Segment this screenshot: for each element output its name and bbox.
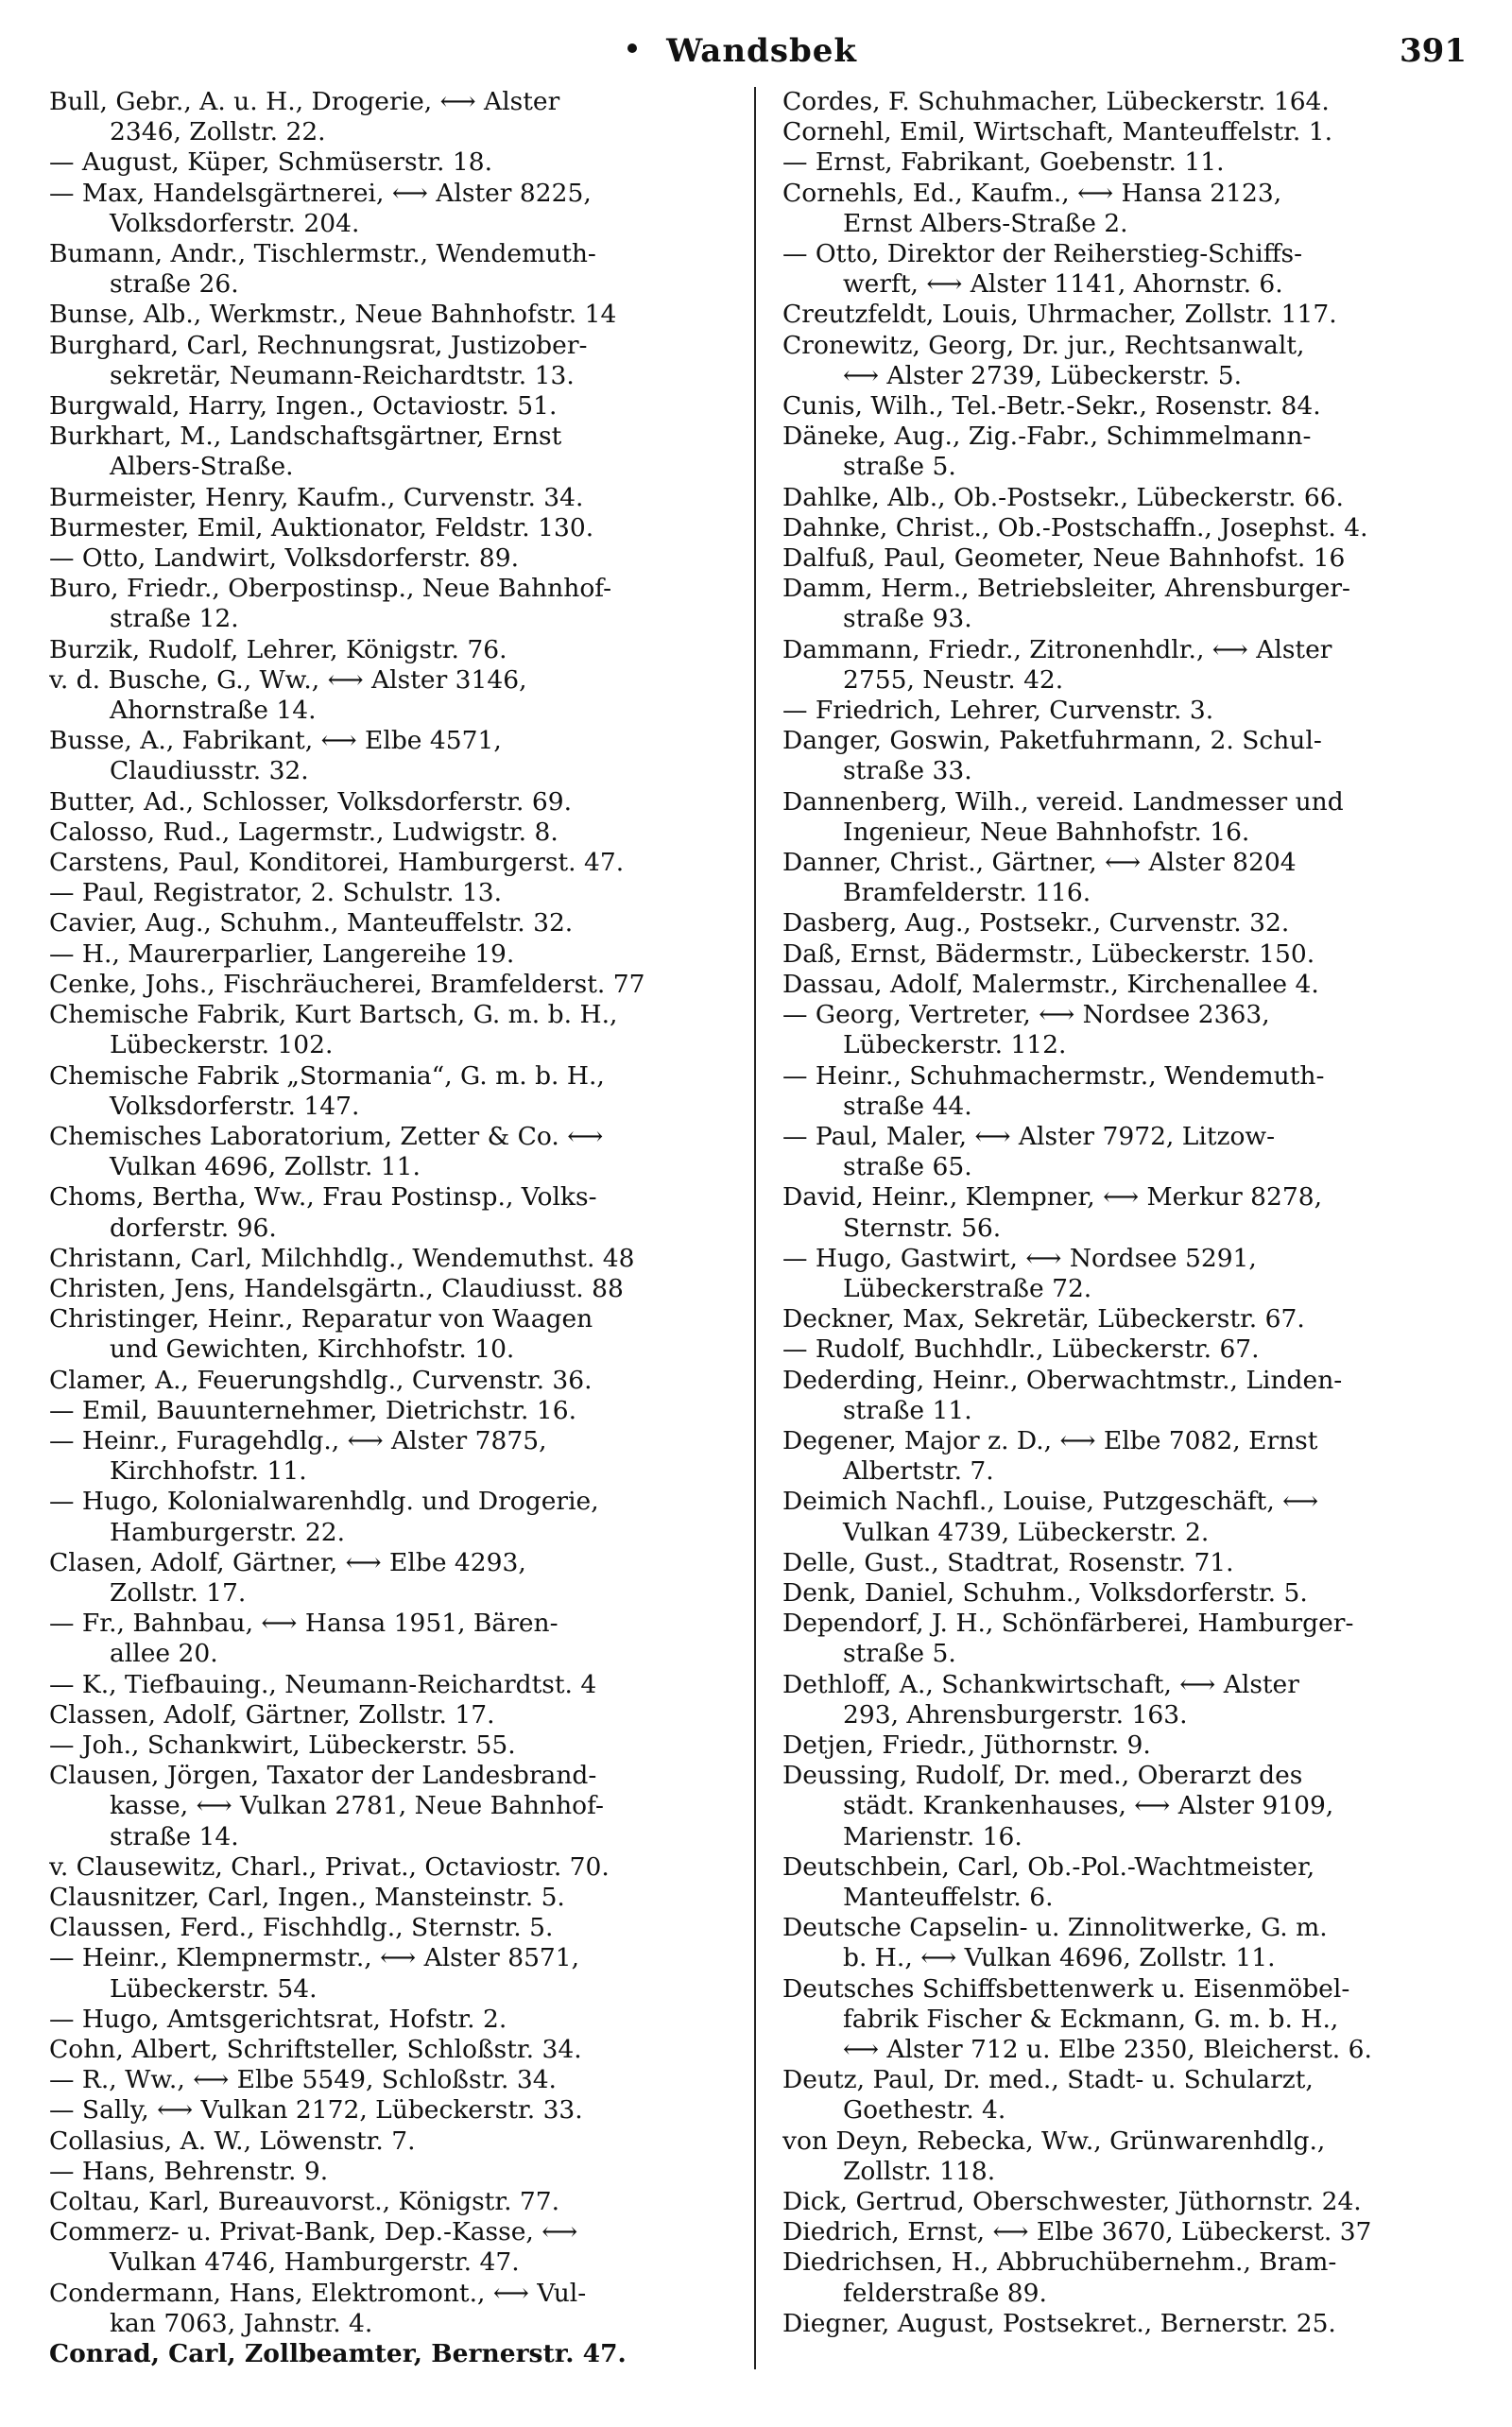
- entry-line: — Fr., Bahnbau, ⟷ Hansa 1951, Bären-: [49, 1609, 558, 1639]
- entry-line: straße 33.: [843, 756, 972, 786]
- entry-line: Delle, Gust., Stadtrat, Rosenstr. 71.: [782, 1547, 1234, 1577]
- entry-line: Damm, Herm., Betriebsleiter, Ahrensburger-: [782, 574, 1350, 604]
- entry-line: Deimich Nachfl., Louise, Putzgeschäft, ⟷: [782, 1487, 1319, 1517]
- entry-line: — Sally, ⟷ Vulkan 2172, Lübeckerstr. 33.: [49, 2095, 583, 2126]
- directory-entry: [782, 1244, 1461, 1304]
- entry-line: straße 14.: [110, 1821, 239, 1851]
- entry-line: Albertstr. 7.: [843, 1456, 994, 1487]
- directory-entry: [782, 1730, 1461, 1761]
- entry-line: Cronewitz, Georg, Dr. jur., Rechtsanwalt,: [782, 330, 1305, 360]
- directory-entry: [782, 2217, 1461, 2247]
- directory-entry: [49, 1761, 728, 1852]
- entry-line: straße 5.: [843, 1639, 956, 1669]
- directory-entry: [782, 1609, 1461, 1669]
- directory-entry: [49, 970, 728, 1000]
- directory-entry: [49, 726, 728, 786]
- directory-entry: [49, 2035, 728, 2065]
- directory-entry: [49, 391, 728, 422]
- entry-line: Creutzfeldt, Louis, Uhrmacher, Zollstr. 117.: [782, 300, 1337, 330]
- entry-line: Däneke, Aug., Zig.-Fabr., Schimmelmann-: [782, 422, 1312, 452]
- directory-entry: [49, 2126, 728, 2157]
- entry-line: Bull, Gebr., A. u. H., Drogerie, ⟷ Alster: [49, 87, 560, 116]
- directory-entry: [49, 665, 728, 726]
- directory-entry: [49, 422, 728, 482]
- entry-line: 2346, Zollstr. 22.: [110, 117, 326, 147]
- entry-line: Bumann, Andr., Tischlermstr., Wendemuth-: [49, 239, 596, 269]
- directory-entry: [782, 1000, 1461, 1060]
- entry-line: Ahornstraße 14.: [110, 696, 317, 726]
- entry-line: Manteuffelstr. 6.: [843, 1882, 1054, 1912]
- entry-line: v. Clausewitz, Charl., Privat., Octaviostr. 70.: [49, 1851, 610, 1882]
- entry-line: und Gewichten, Kirchhofstr. 10.: [110, 1334, 515, 1365]
- entry-line: — H., Maurerparlier, Langereihe 19.: [49, 938, 515, 969]
- entry-line: Lübeckerstraße 72.: [843, 1273, 1092, 1303]
- entry-line: Dammann, Friedr., Zitronenhdlr., ⟷ Alster: [782, 634, 1332, 664]
- entry-line: straße 5.: [843, 452, 956, 482]
- entry-line: — Otto, Landwirt, Volksdorferstr. 89.: [49, 543, 520, 574]
- right-column: [756, 87, 1461, 2369]
- directory-entry: [782, 1304, 1461, 1334]
- entry-line: Cordes, F. Schuhmacher, Lübeckerstr. 164.: [782, 87, 1330, 116]
- directory-entry: [49, 1061, 728, 1122]
- entry-line: Burghard, Carl, Rechnungsrat, Justizober-: [49, 330, 588, 360]
- directory-entry: [49, 1700, 728, 1730]
- directory-entry: [782, 1761, 1461, 1852]
- directory-entry: [49, 1304, 728, 1365]
- entry-line: kan 7063, Jahnstr. 4.: [110, 2308, 373, 2338]
- entry-line: Deutsches Schiffsbettenwerk u. Eisenmöbel-: [782, 1973, 1350, 2004]
- entry-line: Coltau, Karl, Bureauvorst., Königstr. 77.: [49, 2187, 560, 2217]
- entry-line: Cavier, Aug., Schuhm., Manteuffelstr. 32.: [49, 908, 574, 938]
- entry-line: Dahnke, Christ., Ob.-Postschaffn., Josephst. 4.: [782, 512, 1368, 542]
- entry-line: Choms, Bertha, Ww., Frau Postinsp., Volks-: [49, 1182, 597, 1213]
- entry-line: felderstraße 89.: [843, 2278, 1047, 2308]
- entry-line: Cunis, Wilh., Tel.-Betr.-Sekr., Rosenstr. 84.: [782, 391, 1321, 422]
- entry-line: städt. Krankenhauses, ⟷ Alster 9109,: [843, 1791, 1334, 1821]
- entry-line: — Heinr., Klempnermstr., ⟷ Alster 8571,: [49, 1943, 580, 1973]
- entry-line: — Georg, Vertreter, ⟷ Nordsee 2363,: [782, 1000, 1270, 1030]
- entry-line: Christen, Jens, Handelsgärtn., Claudiusst. 88: [49, 1273, 624, 1303]
- entry-line: Clasen, Adolf, Gärtner, ⟷ Elbe 4293,: [49, 1547, 526, 1577]
- directory-entry: [49, 2217, 728, 2278]
- directory-entry: [49, 939, 728, 970]
- directory-entry: [782, 422, 1461, 482]
- directory-entry: [49, 1182, 728, 1243]
- directory-entry: [49, 2339, 728, 2369]
- entry-line: sekretär, Neumann-Reichardtstr. 13.: [110, 360, 575, 390]
- directory-entry: [49, 1548, 728, 1609]
- directory-entry: [49, 1913, 728, 1943]
- entry-line: Hamburgerstr. 22.: [110, 1517, 346, 1547]
- directory-entry: [782, 1334, 1461, 1365]
- entry-line: fabrik Fischer & Eckmann, G. m. b. H.,: [843, 2004, 1339, 2034]
- entry-line: — Rudolf, Buchhdlr., Lübeckerstr. 67.: [782, 1334, 1260, 1365]
- entry-line: Clausen, Jörgen, Taxator der Landesbrand-: [49, 1761, 597, 1791]
- entry-line: Burgwald, Harry, Ingen., Octaviostr. 51.: [49, 391, 558, 422]
- entry-line: allee 20.: [110, 1639, 218, 1669]
- entry-line: Vulkan 4696, Zollstr. 11.: [110, 1152, 421, 1182]
- directory-entry: [782, 2309, 1461, 2339]
- entry-line: — Heinr., Furagehdlg., ⟷ Alster 7875,: [49, 1425, 547, 1455]
- directory-entry: [782, 2126, 1461, 2187]
- directory-entry: [782, 1426, 1461, 1487]
- entry-line: Deutsche Capselin- u. Zinnolitwerke, G. m.: [782, 1913, 1328, 1943]
- entry-line: Bramfelderstr. 116.: [843, 878, 1091, 908]
- directory-entry: [782, 483, 1461, 513]
- directory-entry: [782, 908, 1461, 938]
- entry-line: Ingenieur, Neue Bahnhofstr. 16.: [843, 817, 1250, 847]
- directory-entry: [49, 2279, 728, 2339]
- entry-line: Buro, Friedr., Oberpostinsp., Neue Bahnhof-: [49, 574, 612, 604]
- directory-entry: [49, 2157, 728, 2187]
- directory-entry: [782, 179, 1461, 239]
- entry-line: Volksdorferstr. 147.: [110, 1091, 360, 1121]
- entry-line: Albers-Straße.: [110, 452, 294, 482]
- entry-line: Dassau, Adolf, Malermstr., Kirchenallee 4.: [782, 969, 1319, 999]
- entry-line: Busse, A., Fabrikant, ⟷ Elbe 4571,: [49, 726, 502, 756]
- entry-line: Condermann, Hans, Elektromont., ⟷ Vul-: [49, 2278, 587, 2308]
- directory-entry: [782, 787, 1461, 848]
- entry-line: Chemisches Laboratorium, Zetter & Co. ⟷: [49, 1121, 604, 1151]
- entry-line: — R., Ww., ⟷ Elbe 5549, Schloßstr. 34.: [49, 2065, 557, 2095]
- directory-entry: [49, 878, 728, 908]
- entry-line: Dahlke, Alb., Ob.-Postsekr., Lübeckerstr. 66.: [782, 482, 1344, 512]
- directory-entry: [782, 574, 1461, 634]
- directory-entry: [49, 1426, 728, 1487]
- entry-line: — Hans, Behrenstr. 9.: [49, 2156, 329, 2186]
- directory-entry: [49, 239, 728, 300]
- directory-entry: [49, 1730, 728, 1761]
- directory-entry: [782, 1366, 1461, 1426]
- entry-line: — Paul, Registrator, 2. Schulstr. 13.: [49, 878, 503, 908]
- directory-entry: [49, 848, 728, 878]
- entry-line: werft, ⟷ Alster 1141, Ahornstr. 6.: [843, 269, 1283, 300]
- directory-entry: [782, 1487, 1461, 1547]
- entry-line: Dependorf, J. H., Schönfärberei, Hamburger-: [782, 1609, 1354, 1639]
- entry-line: — Hugo, Amtsgerichtsrat, Hofstr. 2.: [49, 2004, 507, 2034]
- page-number: 391: [1400, 32, 1467, 70]
- directory-entry: [49, 1366, 728, 1396]
- entry-line: — Joh., Schankwirt, Lübeckerstr. 55.: [49, 1730, 516, 1760]
- left-column: [49, 87, 756, 2369]
- entry-line: — K., Tiefbauing., Neumann-Reichardtst. 4: [49, 1669, 597, 1699]
- entry-line: Dick, Gertrud, Oberschwester, Jüthornstr. 24.: [782, 2187, 1362, 2217]
- entry-line: Deckner, Max, Sekretär, Lübeckerstr. 67.: [782, 1304, 1305, 1334]
- directory-entry: [782, 300, 1461, 330]
- entry-line: Conrad, Carl, Zollbeamter, Bernerstr. 47.: [49, 2339, 627, 2369]
- directory-entry: [782, 2187, 1461, 2217]
- directory-columns: [49, 87, 1474, 2369]
- entry-line: Sternstr. 56.: [843, 1213, 1002, 1243]
- entry-line: Detjen, Friedr., Jüthornstr. 9.: [782, 1730, 1151, 1760]
- directory-entry: [782, 2247, 1461, 2308]
- entry-line: Denk, Daniel, Schuhm., Volksdorferstr. 5.: [782, 1577, 1308, 1608]
- directory-entry: [49, 1274, 728, 1304]
- entry-line: — Hugo, Gastwirt, ⟷ Nordsee 5291,: [782, 1243, 1257, 1273]
- entry-line: Claudiusstr. 32.: [110, 756, 309, 786]
- entry-line: Vulkan 4739, Lübeckerstr. 2.: [843, 1517, 1210, 1547]
- entry-line: — August, Küper, Schmüserstr. 18.: [49, 147, 492, 178]
- directory-entry: [49, 1852, 728, 1883]
- directory-entry: [49, 543, 728, 574]
- entry-line: v. d. Busche, G., Ww., ⟷ Alster 3146,: [49, 664, 527, 695]
- directory-entry: [782, 1548, 1461, 1578]
- entry-line: Volksdorferstr. 204.: [110, 208, 360, 238]
- entry-line: b. H., ⟷ Vulkan 4696, Zollstr. 11.: [843, 1943, 1276, 1973]
- directory-entry: [49, 147, 728, 178]
- directory-entry: [782, 147, 1461, 178]
- entry-line: — Paul, Maler, ⟷ Alster 7972, Litzow-: [782, 1121, 1276, 1151]
- directory-entry: [49, 818, 728, 848]
- page-header: [49, 19, 1474, 87]
- entry-line: 293, Ahrensburgerstr. 163.: [843, 1699, 1188, 1730]
- entry-line: Danger, Goswin, Paketfuhrmann, 2. Schul-: [782, 726, 1322, 756]
- directory-entry: [782, 635, 1461, 696]
- entry-line: Burkhart, M., Landschaftsgärtner, Ernst: [49, 422, 562, 452]
- entry-line: Cohn, Albert, Schriftsteller, Schloßstr. 34.: [49, 2035, 582, 2064]
- entry-line: Bunse, Alb., Werkmstr., Neue Bahnhofstr. 14: [49, 300, 617, 330]
- directory-entry: [49, 2187, 728, 2217]
- entry-line: Diedrich, Ernst, ⟷ Elbe 3670, Lübeckerst. 37: [782, 2217, 1372, 2247]
- entry-line: Classen, Adolf, Gärtner, Zollstr. 17.: [49, 1699, 495, 1730]
- entry-line: Lübeckerstr. 112.: [843, 1030, 1067, 1060]
- entry-line: Diegner, August, Postsekret., Bernerstr. 25.: [782, 2308, 1336, 2338]
- entry-line: — Heinr., Schuhmachermstr., Wendemuth-: [782, 1060, 1325, 1091]
- directory-entry: [49, 331, 728, 391]
- entry-line: straße 11.: [843, 1395, 972, 1425]
- directory-entry: [49, 2065, 728, 2095]
- entry-line: — Hugo, Kolonialwarenhdlg. und Drogerie,: [49, 1487, 599, 1517]
- directory-entry: [782, 1974, 1461, 2066]
- directory-entry: [49, 1487, 728, 1547]
- entry-line: Vulkan 4746, Hamburgerstr. 47.: [110, 2247, 520, 2278]
- directory-entry: [782, 87, 1461, 117]
- entry-line: — Emil, Bauunternehmer, Dietrichstr. 16.: [49, 1395, 577, 1425]
- entry-line: Clamer, A., Feuerungshdlg., Curvenstr. 36.: [49, 1365, 593, 1395]
- entry-line: straße 44.: [843, 1091, 972, 1121]
- entry-line: David, Heinr., Klempner, ⟷ Merkur 8278,: [782, 1182, 1323, 1213]
- entry-line: Dethloff, A., Schankwirtschaft, ⟷ Alster: [782, 1669, 1299, 1699]
- directory-entry: [49, 1122, 728, 1182]
- entry-line: Collasius, A. W., Löwenstr. 7.: [49, 2126, 416, 2156]
- directory-entry: [49, 87, 728, 147]
- directory-entry: [49, 483, 728, 513]
- directory-entry: [782, 1670, 1461, 1730]
- entry-line: Dederding, Heinr., Oberwachtmstr., Linden-: [782, 1365, 1343, 1395]
- entry-line: dorferstr. 96.: [110, 1213, 277, 1243]
- directory-entry: [49, 1943, 728, 2004]
- entry-line: straße 65.: [843, 1152, 972, 1182]
- directory-entry: [782, 2065, 1461, 2126]
- entry-line: Burzik, Rudolf, Lehrer, Königstr. 76.: [49, 634, 507, 664]
- entry-line: kasse, ⟷ Vulkan 2781, Neue Bahnhof-: [110, 1791, 604, 1821]
- directory-entry: [782, 391, 1461, 422]
- entry-line: Lübeckerstr. 54.: [110, 1973, 318, 2004]
- directory-entry: [49, 1670, 728, 1700]
- directory-entry: [782, 1182, 1461, 1243]
- entry-line: Deussing, Rudolf, Dr. med., Oberarzt des: [782, 1761, 1303, 1791]
- directory-entry: [49, 787, 728, 818]
- directory-entry: [49, 635, 728, 665]
- entry-line: Claussen, Ferd., Fischhdlg., Sternstr. 5.: [49, 1913, 554, 1943]
- entry-line: 2755, Neustr. 42.: [843, 664, 1064, 695]
- directory-entry: [782, 939, 1461, 970]
- directory-entry: [49, 1396, 728, 1426]
- entry-line: Cornehl, Emil, Wirtschaft, Manteuffelstr. 1.: [782, 117, 1333, 147]
- directory-entry: [49, 2005, 728, 2035]
- entry-line: Commerz- u. Privat-Bank, Dep.-Kasse, ⟷: [49, 2217, 578, 2247]
- directory-entry: [782, 970, 1461, 1000]
- entry-line: Calosso, Rud., Lagermstr., Ludwigstr. 8.: [49, 817, 558, 847]
- entry-line: — Friedrich, Lehrer, Curvenstr. 3.: [782, 696, 1214, 726]
- directory-entry: [49, 1609, 728, 1669]
- directory-entry: [49, 300, 728, 330]
- entry-line: Deutschbein, Carl, Ob.-Pol.-Wachtmeister,: [782, 1851, 1315, 1882]
- entry-line: straße 26.: [110, 269, 239, 300]
- entry-line: Chemische Fabrik „Stormania“, G. m. b. H.,: [49, 1060, 605, 1091]
- directory-entry: [782, 1852, 1461, 1913]
- directory-entry: [49, 1883, 728, 1913]
- entry-line: Daß, Ernst, Bädermstr., Lübeckerstr. 150.: [782, 938, 1315, 969]
- directory-entry: [782, 848, 1461, 908]
- entry-line: — Max, Handelsgärtnerei, ⟷ Alster 8225,: [49, 178, 592, 208]
- entry-line: Clausnitzer, Carl, Ingen., Mansteinstr. 5.: [49, 1882, 565, 1912]
- entry-line: von Deyn, Rebecka, Ww., Grünwarenhdlg.,: [782, 2126, 1326, 2156]
- directory-entry: [782, 726, 1461, 786]
- entry-line: Carstens, Paul, Konditorei, Hamburgerst. 47.: [49, 848, 625, 878]
- directory-entry: [782, 696, 1461, 726]
- entry-line: — Otto, Direktor der Reiherstieg-Schiffs-: [782, 239, 1303, 269]
- entry-line: Degener, Major z. D., ⟷ Elbe 7082, Ernst: [782, 1425, 1318, 1455]
- entry-line: Burmester, Emil, Auktionator, Feldstr. 130.: [49, 512, 594, 542]
- entry-line: Ernst Albers-Straße 2.: [843, 208, 1128, 238]
- entry-line: straße 12.: [110, 604, 239, 634]
- entry-line: Chemische Fabrik, Kurt Bartsch, G. m. b. H.,: [49, 1000, 618, 1030]
- entry-line: Goethestr. 4.: [843, 2095, 1006, 2126]
- directory-entry: [782, 1122, 1461, 1182]
- entry-line: Cenke, Johs., Fischräucherei, Bramfelderst. 77: [49, 969, 645, 999]
- directory-entry: [782, 513, 1461, 543]
- entry-line: Christinger, Heinr., Reparatur von Waagen: [49, 1304, 593, 1334]
- directory-entry: [49, 2095, 728, 2126]
- directory-entry: [49, 574, 728, 634]
- entry-line: — Ernst, Fabrikant, Goebenstr. 11.: [782, 147, 1225, 178]
- entry-line: ⟷ Alster 2739, Lübeckerstr. 5.: [843, 360, 1243, 390]
- directory-entry: [782, 117, 1461, 147]
- entry-line: Dalfuß, Paul, Geometer, Neue Bahnhofst. 16: [782, 543, 1346, 574]
- directory-entry: [782, 543, 1461, 574]
- directory-entry: [49, 179, 728, 239]
- entry-line: Zollstr. 17.: [110, 1577, 247, 1608]
- directory-entry: [782, 331, 1461, 391]
- entry-line: Danner, Christ., Gärtner, ⟷ Alster 8204: [782, 848, 1297, 878]
- entry-line: straße 93.: [843, 604, 972, 634]
- directory-entry: [49, 1000, 728, 1060]
- page-title: Wandsbek: [666, 32, 857, 70]
- entry-line: Deutz, Paul, Dr. med., Stadt- u. Schularzt,: [782, 2065, 1314, 2095]
- directory-entry: [782, 1061, 1461, 1122]
- directory-entry: [49, 908, 728, 938]
- directory-entry: [782, 239, 1461, 300]
- entry-line: Marienstr. 16.: [843, 1821, 1022, 1851]
- entry-line: Burmeister, Henry, Kaufm., Curvenstr. 34.: [49, 482, 584, 512]
- entry-line: Diedrichsen, H., Abbruchübernehm., Bram-: [782, 2247, 1337, 2278]
- entry-line: Dasberg, Aug., Postsekr., Curvenstr. 32.: [782, 908, 1290, 938]
- entry-line: Kirchhofstr. 11.: [110, 1456, 307, 1487]
- directory-entry: [782, 1578, 1461, 1609]
- entry-line: Zollstr. 118.: [843, 2156, 996, 2186]
- entry-line: Butter, Ad., Schlosser, Volksdorferstr. 69.: [49, 786, 573, 817]
- directory-entry: [49, 513, 728, 543]
- entry-line: Christann, Carl, Milchhdlg., Wendemuthst. 48: [49, 1243, 635, 1273]
- entry-line: ⟷ Alster 712 u. Elbe 2350, Bleicherst. 6.: [843, 2035, 1372, 2064]
- entry-line: Lübeckerstr. 102.: [110, 1030, 334, 1060]
- entry-line: Dannenberg, Wilh., vereid. Landmesser und: [782, 786, 1344, 817]
- directory-entry: [49, 1244, 728, 1274]
- entry-line: Cornehls, Ed., Kaufm., ⟷ Hansa 2123,: [782, 178, 1282, 208]
- directory-entry: [782, 1913, 1461, 1973]
